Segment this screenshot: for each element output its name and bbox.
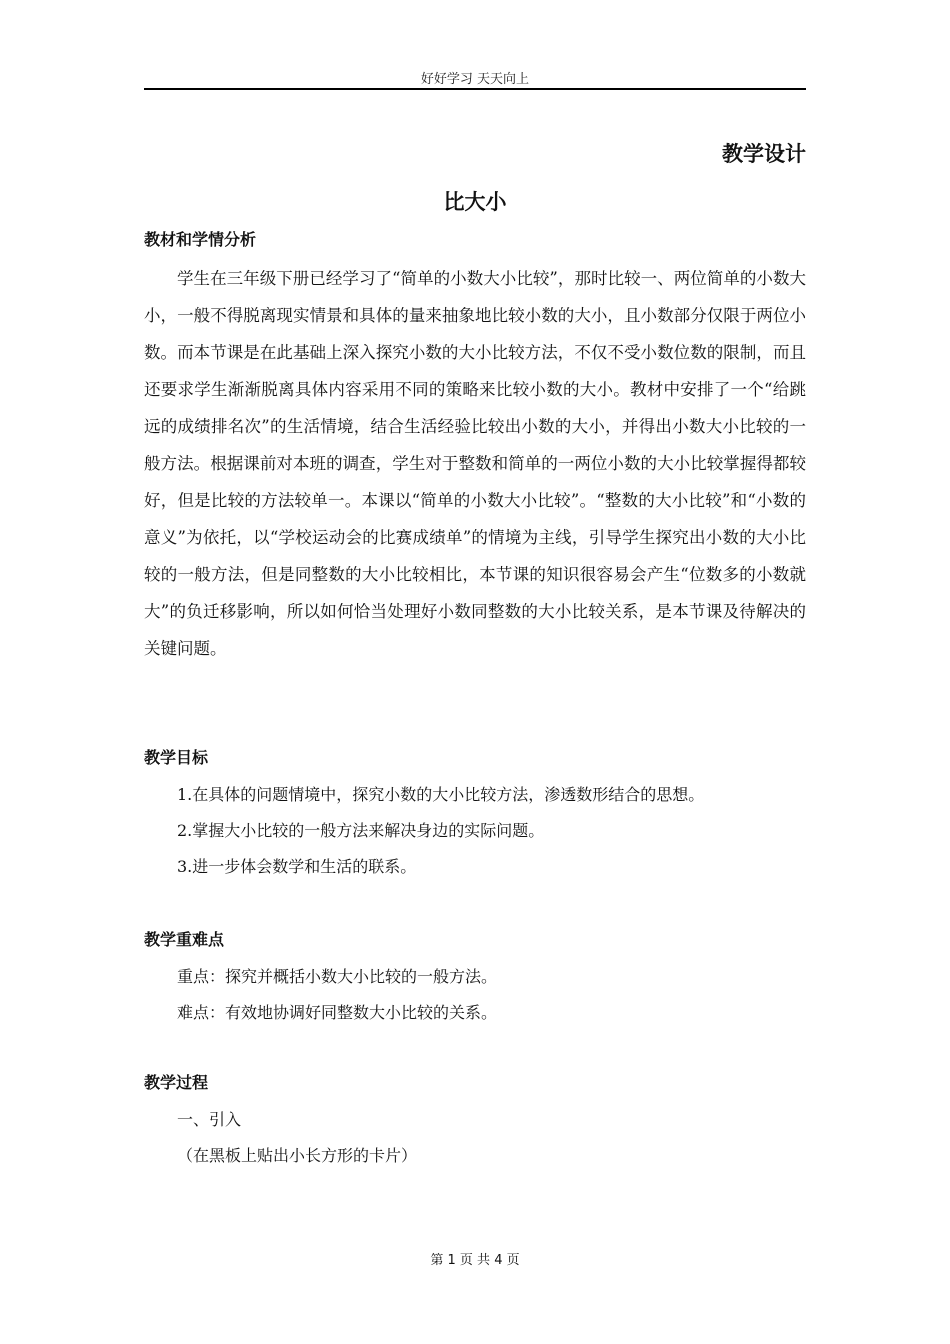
key-point-item: 重点：探究并概括小数大小比较的一般方法。 xyxy=(177,967,498,986)
document-title: 比大小 xyxy=(443,190,507,214)
goal-item-3: 3.进一步体会数学和生活的联系。 xyxy=(177,857,417,876)
process-section xyxy=(144,1070,806,1174)
section-heading-goals: 教学目标 xyxy=(144,748,209,767)
page-header: 好好学习 天天向上 xyxy=(420,72,530,87)
section-heading-key-points: 教学重难点 xyxy=(144,930,225,949)
document-type: 教学设计 xyxy=(722,142,806,166)
page-footer: 第 1 页 共 4 页 xyxy=(430,1253,520,1268)
goal-item-1: 1.在具体的问题情境中，探究小数的大小比较方法，渗透数形结合的思想。 xyxy=(177,785,705,804)
key-points-section xyxy=(144,927,806,1031)
section-heading-analysis: 教材和学情分析 xyxy=(144,230,257,249)
difficulty-item: 难点：有效地协调好同整数大小比较的关系。 xyxy=(177,1003,498,1022)
analysis-section xyxy=(144,227,806,667)
analysis-paragraph: 学生在三年级下册已经学习了“简单的小数大小比较”，那时比较一、两位简单的小数大小，一般不得脱离现实情景和具体的量来抽象地比较小数的大小，且小数部分仅限于两位小数。而本节课是在此基础上深入探究小数的大小比较方法，不仅不受小数位数的限制，而且还要求学生渐渐脱离具体内容采用不同的策略来比较小数的大小。教材中安排了一个“给跳远的成绩排名次”的生活情境，结合生活经验比较出小数的大小，并得出小数大小比较的一般方法。根据课前对本班的调查，学生对于整数和简单的一两位小数的大小比较掌握得都较好，但是比较的方法较单一。本课以“简单的小数大小比较”。“整数的大小比较”和“小数的意义”为依托，以“学校运动会的比赛成绩单”的情境为主线，引导学生探究出小数的大小比较的一般方法，但是同整数的大小比较相比，本节课的知识很容易会产生“位数多的小数就大”的负迁移影响，所以如何恰当处理好小数同整数的大小比较关系，是本节课及待解决的关键问题。 xyxy=(144,269,806,658)
header-rule xyxy=(144,88,806,90)
process-note: （在黑板上贴出小长方形的卡片） xyxy=(177,1146,418,1165)
goal-item-2: 2.掌握大小比较的一般方法来解决身边的实际问题。 xyxy=(177,821,545,840)
section-heading-process: 教学过程 xyxy=(144,1073,209,1092)
goals-section xyxy=(144,745,806,885)
process-step-intro: 一、引入 xyxy=(177,1110,242,1129)
